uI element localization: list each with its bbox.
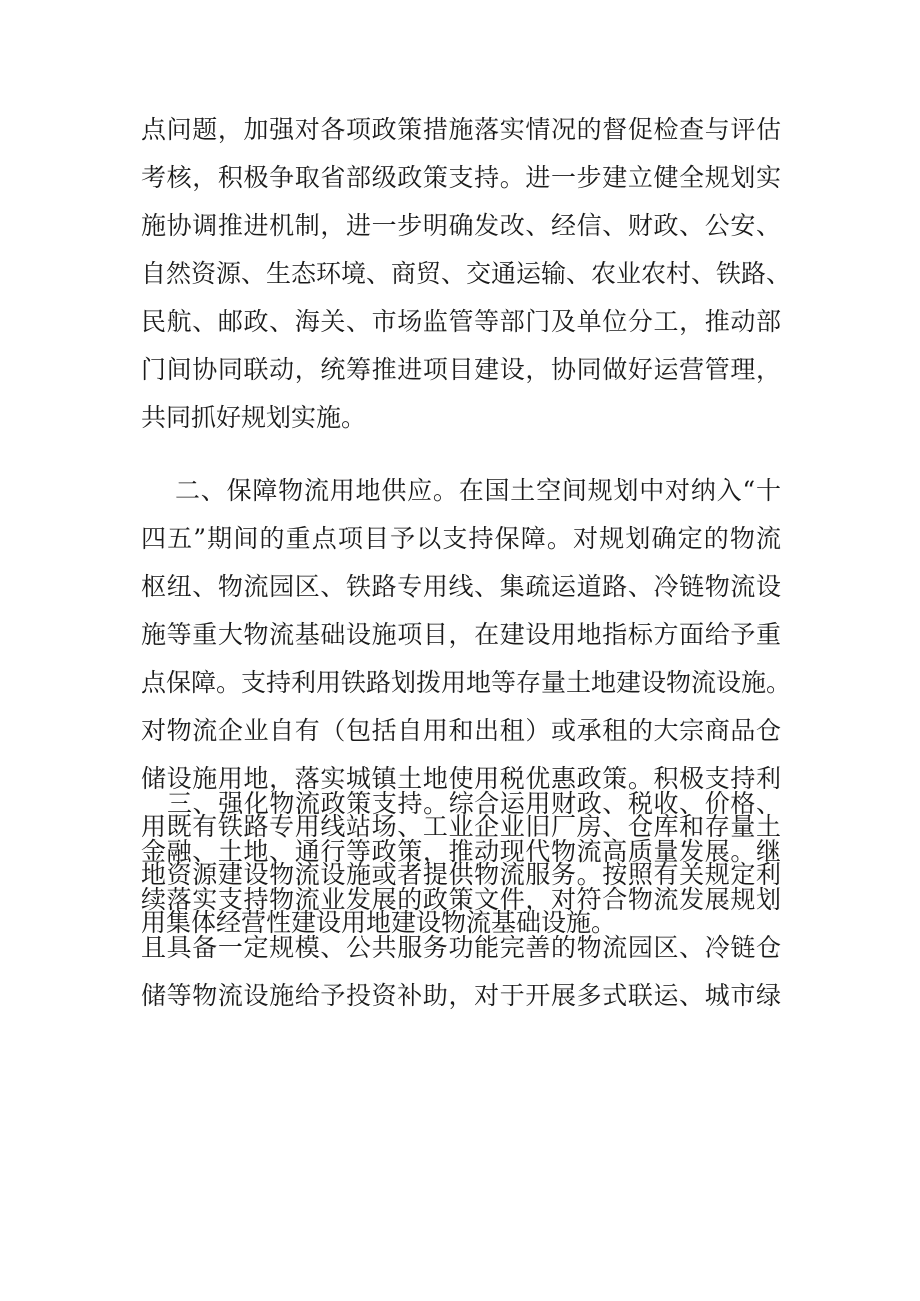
text-line: 共同抓好规划实施。 <box>141 403 367 432</box>
text-line: 对物流企业自有（包括自用和出租）或承租的大宗商品仓 <box>141 716 781 745</box>
text-line: 四五”期间的重点项目予以支持保障。对规划确定的物流 <box>141 524 781 553</box>
text-line: 施协调推进机制，进一步明确发改、经信、财政、公安、 <box>141 211 781 240</box>
text-line: 续落实支持物流业发展的政策文件，对符合物流发展规划 <box>141 885 781 914</box>
paragraph-policy-support <box>141 780 781 1020</box>
text-line: 用集体经营性建设用地建设物流基础设施。 <box>141 908 617 937</box>
text-line: 三、强化物流政策支持。综合运用财政、税收、价格、 <box>167 789 781 818</box>
text-line: 金融、土地、通行等政策，推动现代物流高质量发展。继 <box>141 837 781 866</box>
text-line: 储等物流设施给予投资补助，对于开展多式联运、城市绿 <box>141 981 781 1010</box>
text-line: 自然资源、生态环境、商贸、交通运输、农业农村、铁路、 <box>141 259 792 288</box>
text-line: 考核，积极争取省部级政策支持。进一步建立健全规划实 <box>141 163 781 192</box>
text-line: 用既有铁路专用线站场、工业企业旧厂房、仓库和存量土 <box>141 812 781 841</box>
text-line: 储设施用地，落实城镇土地使用税优惠政策。积极支持利 <box>141 764 781 793</box>
text-line: 且具备一定规模、公共服务功能完善的物流园区、冷链仓 <box>141 933 781 962</box>
text-line: 民航、邮政、海关、市场监管等部门及单位分工，推动部 <box>141 307 781 336</box>
text-line: 二、保障物流用地供应。在国土空间规划中对纳入“十 <box>175 476 781 505</box>
text-line: 点问题，加强对各项政策措施落实情况的督促检查与评估 <box>141 115 781 144</box>
text-line: 枢纽、物流园区、铁路专用线、集疏运道路、冷链物流设 <box>141 572 781 601</box>
text-line: 门间协同联动，统筹推进项目建设，协同做好运营管理， <box>141 355 781 384</box>
text-line: 施等重大物流基础设施项目，在建设用地指标方面给予重 <box>141 620 781 649</box>
text-line: 地资源建设物流设施或者提供物流服务。按照有关规定利 <box>141 860 781 889</box>
text-line: 点保障。支持利用铁路划拨用地等存量土地建设物流设施。 <box>141 668 792 697</box>
paragraph-policy-coordination <box>141 106 792 442</box>
